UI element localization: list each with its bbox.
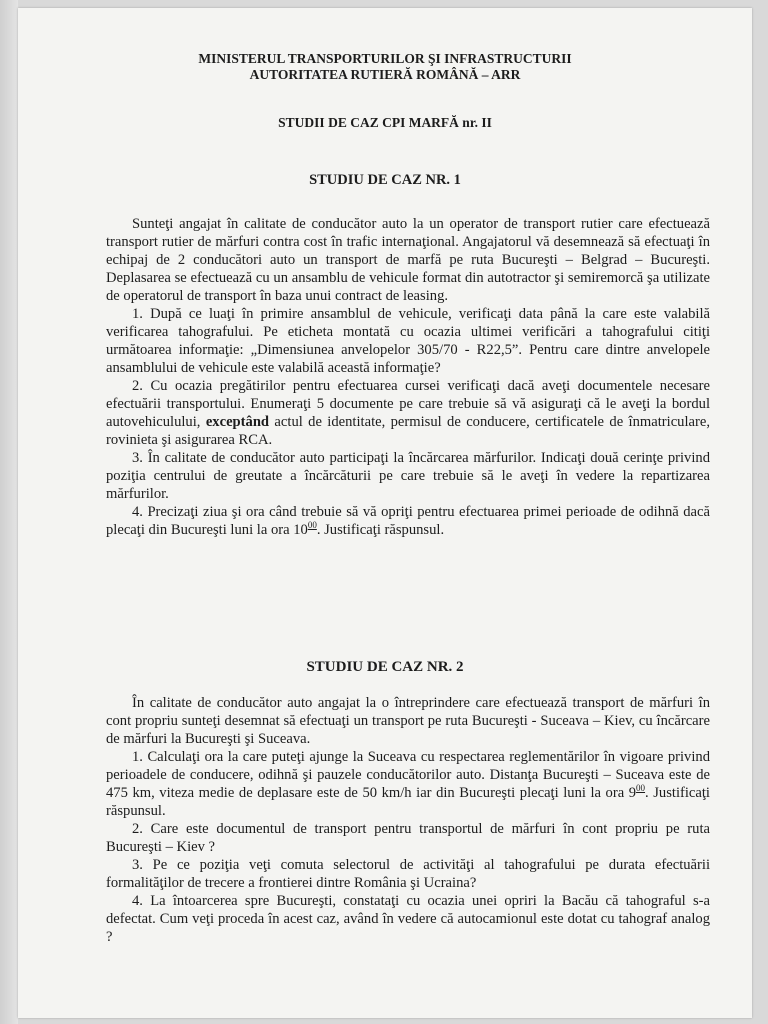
- authority-heading: AUTORITATEA RUTIERĂ ROMÂNĂ – ARR: [249, 67, 521, 82]
- c2q1-text-after: . Justificaţi răspunsul.: [106, 785, 710, 819]
- case-study-2-title: STUDIU DE CAZ NR. 2: [306, 659, 464, 675]
- q2-bold-word: exceptând: [205, 414, 270, 430]
- document-page: [18, 8, 752, 1018]
- case-study-2-question-4: 4. La întoarcerea spre Bucureşti, constataţi cu ocazia unei opriri la Bacău că tahograful s-a defectat. Cum veţi proceda în acest caz, având în vedere că autocamionul este dotat cu tahograf analog ?: [106, 893, 710, 945]
- q2-text-before: 2. Cu ocazia pregătirilor pentru efectuarea cursei verificaţi dacă aveţi documentele necesare efectuării transportului. Enumeraţi 5 documente pe care trebuie să vă asiguraţi că le aveţi la bordul autovehiculului,: [106, 378, 710, 430]
- case-study-2-body: [106, 694, 710, 946]
- case-study-2-question-3: 3. Pe ce poziţia veţi comuta selectorul de activităţi al tahografului pe durata efectuării formalităţilor de trecere a frontierei dintre România şi Ucraina?: [106, 857, 710, 891]
- case-study-2-question-2: 2. Care este documentul de transport pentru transportul de mărfuri în cont propriu pe ruta Bucureşti – Kiev ?: [106, 821, 710, 855]
- case-study-1-body: [106, 215, 710, 539]
- case-study-2-question-1: [106, 748, 710, 820]
- case-study-1-question-2: [106, 377, 710, 449]
- case-study-2-intro: În calitate de conducător auto angajat la o întreprindere care efectuează transport de mărfuri în cont propriu sunteţi desemnat să efectuaţi un transport pe ruta Bucureşti - Suceava – Kiev, cu încărcare de mărfuri la Bucureşti şi Suceava.: [106, 695, 710, 747]
- case-study-1-question-1: 1. După ce luaţi în primire ansamblul de vehicule, verificaţi data până la care este valabilă verificarea tahografului. Pe eticheta montată cu ocazia ultimei verificări a tahografului citiţi următoarea informaţie: „Dimensiunea anvelopelor 305/70 - R22,5”. Pentru care dintre anvelopele ansamblului de vehicule este valabilă această informaţie?: [106, 306, 710, 376]
- c2q1-time-superscript: 00: [636, 783, 646, 794]
- document-subtitle: STUDII DE CAZ CPI MARFĂ nr. II: [278, 115, 492, 130]
- case-study-1-intro: Sunteţi angajat în calitate de conducător auto la un operator de transport rutier care efectuează transport rutier de mărfuri contra cost în trafic internaţional. Angajatorul vă desemnează să efectuaţi în echipaj de 2 conducători auto un transport de marfă pe ruta Bucureşti – Belgrad – Bucureşti. Deplasarea se efectuează cu un ansamblu de vehicule format din autotractor şi semiremorcă şa utilizate de operatorul de transport în baza unui contract de leasing.: [106, 216, 710, 304]
- q2-text-after: actul de identitate, permisul de conducere, certificatele de înmatriculare, rovinieta şi asigurarea RCA.: [106, 414, 710, 448]
- q4-time-superscript: 00: [307, 520, 317, 531]
- scan-left-edge: [0, 0, 18, 1024]
- q4-text-after: . Justificaţi răspunsul.: [316, 522, 445, 538]
- case-study-1-question-4: [106, 503, 710, 539]
- c2q1-text-before: 1. Calculaţi ora la care puteţi ajunge la Suceava cu respectarea reglementărilor în vigoare privind perioadele de conducere, odihnă şi pauzele conducătorilor auto. Distanţa Bucureşti – Suceava este de 475 km, viteza medie de deplasare este de 50 km/h iar din Bucureşti plecaţi luni la ora 9: [106, 749, 710, 801]
- q4-text-before: 4. Precizaţi ziua şi ora când trebuie să vă opriţi pentru efectuarea primei perioade de odihnă dacă plecaţi din Bucureşti luni la ora 10: [106, 504, 710, 538]
- ministry-heading: MINISTERUL TRANSPORTURILOR ŞI INFRASTRUCTURII: [198, 51, 572, 66]
- case-study-1-title: STUDIU DE CAZ NR. 1: [309, 172, 461, 188]
- case-study-1-question-3: 3. În calitate de conducător auto participaţi la încărcarea mărfurilor. Indicaţi două cerinţe privind poziţia centrului de greutate a încărcăturii pe care trebuie să le aveţi în vedere la repartizarea mărfurilor.: [106, 450, 710, 502]
